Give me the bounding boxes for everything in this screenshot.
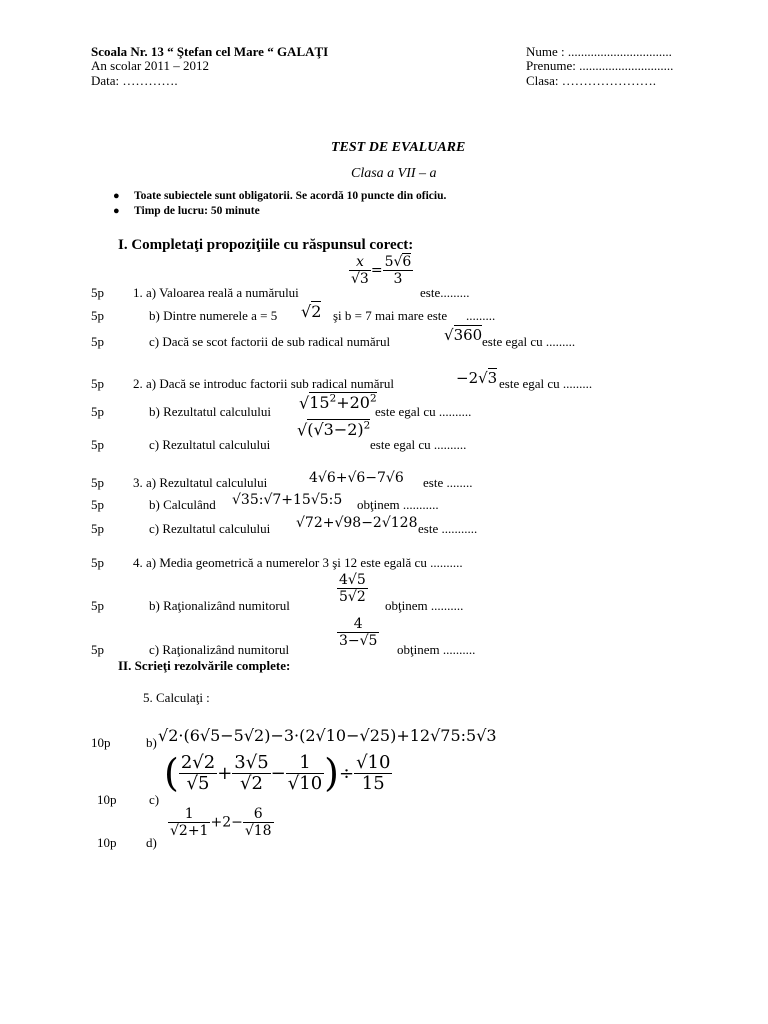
math-expression: $\frac{4}{3-√5}$ <box>339 616 378 650</box>
section-heading: I. Completaţi propoziţiile cu răspunsul corect: <box>118 237 414 253</box>
item-tail: este ........ <box>423 475 473 490</box>
item-text: 3. a) Rezultatul calculului <box>133 475 268 490</box>
math-expression: $\frac{1}{√2+1}$ +2− $\frac{6}{√18}$ <box>170 806 272 840</box>
math-expression: ( $\frac{2√2}{√5}$ + $\frac{3√5}{√2}$ − $\frac{1}{√10}$ )÷ $\frac{√10}{15}$ <box>164 751 391 795</box>
item-points: 5p <box>91 308 104 323</box>
item-tail: este ........... <box>418 521 478 536</box>
item-points: 10p <box>91 735 111 750</box>
item-tail: este egal cu .......... <box>370 437 467 452</box>
class-field: Clasa: …………………. <box>526 73 656 88</box>
bullet-item <box>113 190 446 203</box>
item-tail: obţinem ........... <box>357 497 439 512</box>
item-points: 5p <box>91 642 104 657</box>
item-text: 1. a) Valoarea reală a numărului <box>133 285 299 300</box>
item-tail: obţinem .......... <box>385 598 464 613</box>
item-text: 2. a) Dacă se introduc factorii sub radical numărul <box>133 376 394 391</box>
item-text: c) Dacă se scot factorii de sub radical numărul <box>149 334 391 349</box>
math-expression: 4√6+√6−7√6 <box>309 470 404 486</box>
item-points: 5p <box>91 555 104 570</box>
surname-field: Prenume: ............................. <box>526 58 674 73</box>
item-text: b) Rezultatul calculului <box>149 404 272 419</box>
item-tail: este egal cu ......... <box>499 376 593 391</box>
bullet-item <box>113 205 260 218</box>
item-points: 5p <box>91 285 104 300</box>
bullet-icon: ● <box>113 190 120 202</box>
item-text: b) Calculând <box>149 497 216 512</box>
page-title: TEST DE EVALUARE <box>331 140 466 155</box>
math-expression: $\frac{x}{√3}$ = $\frac{5√6}{3}$ <box>351 254 412 288</box>
item-points: 10p <box>97 792 117 807</box>
item-mid: şi b = 7 mai mare este <box>333 308 448 323</box>
math-expression: √2·(6√5−5√2)−3·(2√10−√25)+12√75:5√3 <box>158 726 497 745</box>
bullet-text: Toate subiectele sunt obligatorii. Se acordă 10 puncte din oficiu. <box>134 190 447 202</box>
item-points: 5p <box>91 521 104 536</box>
item-tail: este egal cu .......... <box>375 404 472 419</box>
item-text: c) Rezultatul calculului <box>149 521 271 536</box>
item-tail: ......... <box>466 308 496 323</box>
item-text: b) Dintre numerele a = 5 <box>149 308 278 323</box>
item-text: c) Rezultatul calculului <box>149 437 271 452</box>
item-points: 5p <box>91 497 104 512</box>
item-points: 5p <box>91 598 104 613</box>
math-expression: √35:√7+15√5:5 <box>232 492 343 508</box>
math-expression: √360 <box>444 326 483 344</box>
item-points: 5p <box>91 376 104 391</box>
math-expression: $√(√3-2)^2$ <box>297 420 371 440</box>
item-points: 5p <box>91 404 104 419</box>
item-text: c) Raţionalizând numitorul <box>149 642 290 657</box>
math-expression: −2√3 <box>456 369 498 387</box>
item-points: 5p <box>91 334 104 349</box>
item-text: b) Raţionalizând numitorul <box>149 598 290 613</box>
date-field: Data: …………. <box>91 73 178 88</box>
item-label: b) <box>146 735 157 750</box>
item-label: c) <box>149 792 160 807</box>
bullet-text: Timp de lucru: 50 minute <box>134 205 260 217</box>
item-points: 10p <box>97 835 117 850</box>
math-expression: √2 <box>301 302 322 321</box>
task-label: 5. Calculaţi : <box>143 690 210 705</box>
item-tail: este......... <box>420 285 470 300</box>
item-tail: este egal cu ......... <box>482 334 576 349</box>
item-points: 5p <box>91 475 104 490</box>
item-label: d) <box>146 835 157 850</box>
math-expression: √72+√98−2√128 <box>296 515 418 531</box>
item-points: 5p <box>91 437 104 452</box>
page-subtitle: Clasa a VII – a <box>351 166 437 181</box>
item-tail: obţinem .......... <box>397 642 476 657</box>
bullet-icon: ● <box>113 205 120 217</box>
math-expression: $√15^2+20^2$ <box>299 393 377 413</box>
name-field: Nume : ................................ <box>526 44 672 59</box>
school-name: Scoala Nr. 13 “ Ştefan cel Mare “ GALAŢI <box>91 44 329 59</box>
math-expression: $\frac{4√5}{5√2}$ <box>339 572 366 606</box>
school-year: An scolar 2011 – 2012 <box>91 58 209 73</box>
section-heading: II. Scrieţi rezolvările complete: <box>118 658 291 673</box>
item-text: 4. a) Media geometrică a numerelor 3 şi 12 este egală cu .......... <box>133 555 463 570</box>
